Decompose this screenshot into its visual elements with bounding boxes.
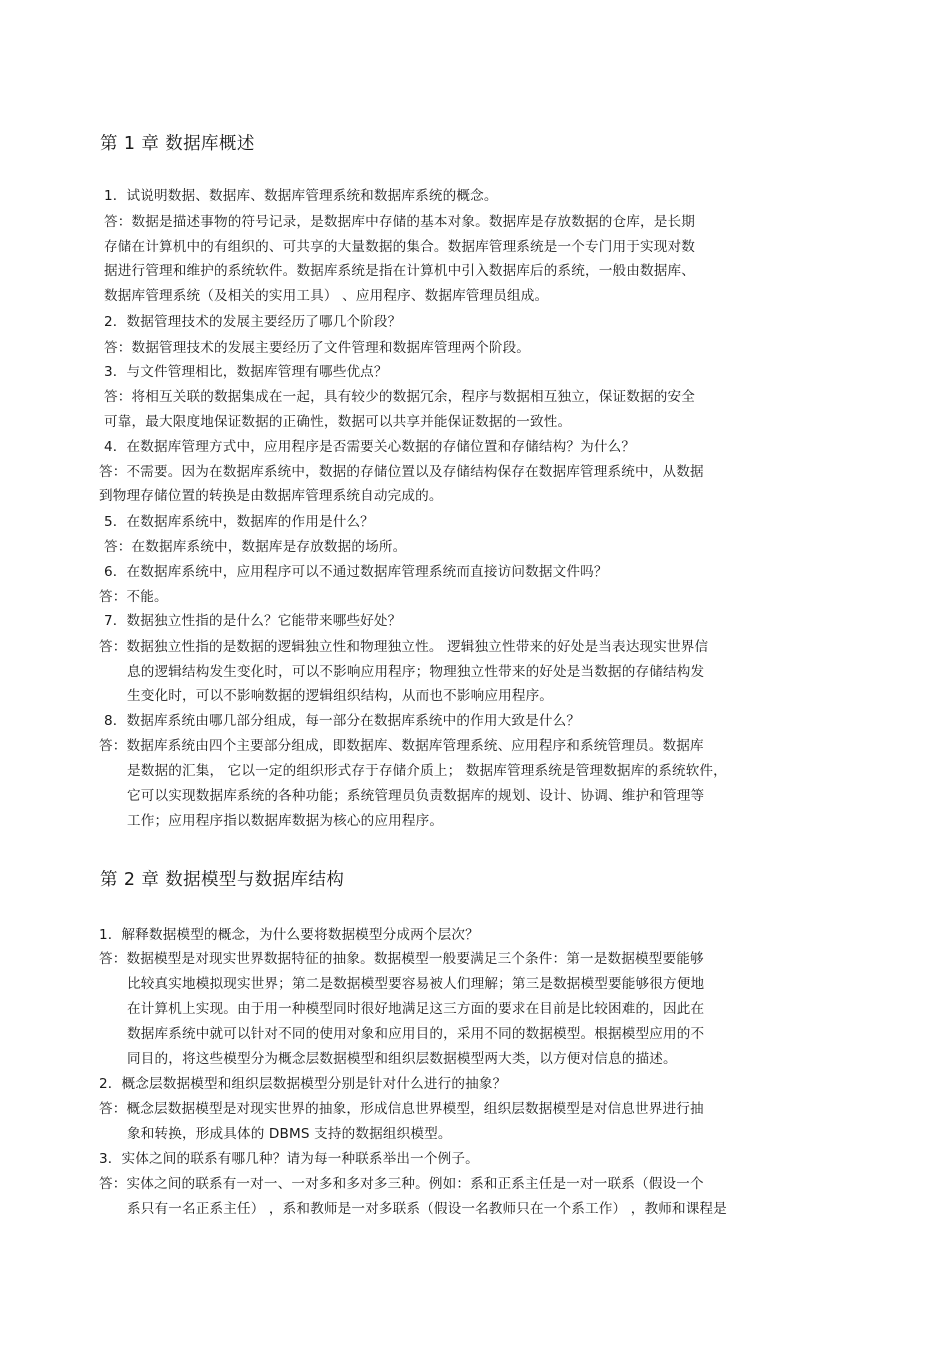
- answer-1-4-line-1: 答：不需要。因为在数据库系统中，数据的存储位置以及存储结构保存在数据库管理系统中，从数据: [99, 464, 704, 480]
- answer-2-2-line-1: 答：概念层数据模型是对现实世界的抽象，形成信息世界模型，组织层数据模型是对信息世界进行抽: [99, 1101, 704, 1117]
- answer-1-8-line-4: 工作；应用程序指以数据库数据为核心的应用程序。: [127, 813, 444, 829]
- answer-2-1-line-3: 在计算机上实现。由于用一种模型同时很好地满足这三方面的要求在目前是比较困难的，因此在: [127, 1001, 705, 1017]
- question-1-8: 8．数据库系统由哪几部分组成，每一部分在数据库系统中的作用大致是什么？: [104, 713, 581, 729]
- answer-1-7-line-3: 生变化时，可以不影响数据的逻辑组织结构，从而也不影响应用程序。: [127, 688, 554, 704]
- answer-1-8-line-3: 它可以实现数据库系统的各种功能；系统管理员负责数据库的规划、设计、协调、维护和管理等: [127, 788, 705, 804]
- answer-2-1-line-2: 比较真实地模拟现实世界；第二是数据模型要容易被人们理解；第三是数据模型要能够很方便地: [127, 976, 705, 992]
- question-1-3: 3．与文件管理相比，数据库管理有哪些优点？: [104, 364, 388, 380]
- answer-1-6: 答：不能。: [99, 589, 168, 605]
- question-2-1: 1．解释数据模型的概念，为什么要将数据模型分成两个层次？: [99, 927, 479, 943]
- answer-2-2-line-2: 象和转换，形成具体的 DBMS 支持的数据组织模型。: [127, 1126, 452, 1142]
- answer-1-3-line-2: 可靠，最大限度地保证数据的正确性，数据可以共享并能保证数据的一致性。: [104, 414, 572, 430]
- question-1-6: 6．在数据库系统中，应用程序可以不通过数据库管理系统而直接访问数据文件吗？: [104, 564, 608, 580]
- question-1-2: 2．数据管理技术的发展主要经历了哪几个阶段？: [104, 314, 402, 330]
- answer-1-3-line-1: 答：将相互关联的数据集成在一起，具有较少的数据冗余，程序与数据相互独立，保证数据的安全: [104, 389, 695, 405]
- answer-1-2: 答：数据管理技术的发展主要经历了文件管理和数据库管理两个阶段。: [104, 340, 531, 356]
- question-1-7: 7．数据独立性指的是什么？它能带来哪些好处？: [104, 613, 402, 629]
- answer-1-1-line-4: 数据库管理系统（及相关的实用工具） 、应用程序、数据库管理员组成。: [104, 288, 549, 304]
- answer-2-1-line-5: 同目的，将这些模型分为概念层数据模型和组织层数据模型两大类，以方便对信息的描述。: [127, 1051, 677, 1067]
- question-1-5: 5．在数据库系统中，数据库的作用是什么？: [104, 514, 374, 530]
- answer-2-1-line-1: 答：数据模型是对现实世界数据特征的抽象。数据模型一般要满足三个条件：第一是数据模型要能够: [99, 951, 704, 967]
- answer-1-5: 答：在数据库系统中，数据库是存放数据的场所。: [104, 539, 407, 555]
- chapter-1-title: 第 1 章 数据库概述: [100, 134, 255, 154]
- answer-1-4-line-2: 到物理存储位置的转换是由数据库管理系统自动完成的。: [99, 488, 443, 504]
- question-2-2: 2．概念层数据模型和组织层数据模型分别是针对什么进行的抽象？: [99, 1076, 507, 1092]
- question-2-3: 3．实体之间的联系有哪几种？请为每一种联系举出一个例子。: [99, 1151, 479, 1167]
- chapter-2-title: 第 2 章 数据模型与数据库结构: [100, 870, 345, 890]
- question-1-4: 4．在数据库管理方式中，应用程序是否需要关心数据的存储位置和存储结构？为什么？: [104, 439, 636, 455]
- answer-1-8-line-1: 答：数据库系统由四个主要部分组成，即数据库、数据库管理系统、应用程序和系统管理员。数据库: [99, 738, 704, 754]
- answer-1-7-line-1: 答：数据独立性指的是数据的逻辑独立性和物理独立性。 逻辑独立性带来的好处是当表达现实世界信: [99, 639, 709, 655]
- answer-1-1-line-2: 存储在计算机中的有组织的、可共享的大量数据的集合。数据库管理系统是一个专门用于实现对数: [104, 239, 695, 255]
- answer-1-8-line-2: 是数据的汇集， 它以一定的组织形式存于存储介质上； 数据库管理系统是管理数据库的系统软件，: [127, 763, 727, 779]
- question-1-1: 1．试说明数据、数据库、数据库管理系统和数据库系统的概念。: [104, 188, 498, 204]
- answer-2-1-line-4: 数据库系统中就可以针对不同的使用对象和应用目的，采用不同的数据模型。根据模型应用的不: [127, 1026, 705, 1042]
- answer-1-1-line-3: 据进行管理和维护的系统软件。数据库系统是指在计算机中引入数据库后的系统，一般由数据库、: [104, 263, 695, 279]
- answer-1-1-line-1: 答：数据是描述事物的符号记录，是数据库中存储的基本对象。数据库是存放数据的仓库，是长期: [104, 214, 695, 230]
- answer-2-3-line-2: 系只有一名正系主任） ，系和教师是一对多联系（假设一名教师只在一个系工作） ，教师和课程是: [127, 1201, 727, 1217]
- answer-2-3-line-1: 答：实体之间的联系有一对一、一对多和多对多三种。例如：系和正系主任是一对一联系（假设一个: [99, 1176, 704, 1192]
- answer-1-7-line-2: 息的逻辑结构发生变化时，可以不影响应用程序；物理独立性带来的好处是当数据的存储结构发: [127, 664, 705, 680]
